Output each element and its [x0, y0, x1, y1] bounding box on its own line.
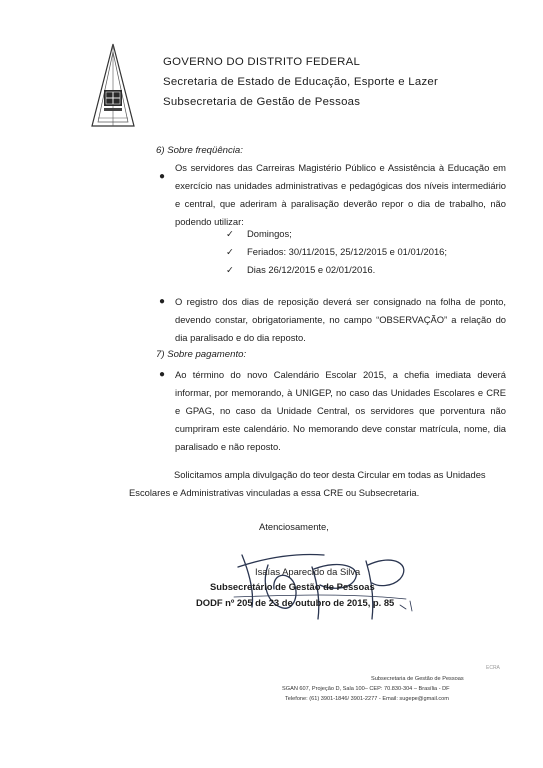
header-government: GOVERNO DO DISTRITO FEDERAL	[163, 56, 361, 68]
check-item-dias: Dias 26/12/2015 e 02/01/2016.	[247, 264, 376, 275]
check-mark-icon: ✓	[226, 246, 234, 257]
section-7-paragraph-1: Ao término do novo Calendário Escolar 2015, a chefia imediata deverá informar, por memorando, à UNIGEP, no caso das Unidades Escolares e CRE e GPAG, no caso da Unidade Central, os servidores que porventura não cumpriram este calendário. No memorando deve constar matrícula, nome, dia paralisado e não reposto.	[175, 369, 506, 452]
closing-request-line-1: Solicitamos ampla divulgação do teor desta Circular em todas as Unidades	[174, 469, 486, 480]
signatory-title: Subsecretário de Gestão de Pessoas	[210, 581, 375, 592]
header-subsecretariat: Subsecretaria de Gestão de Pessoas	[163, 96, 361, 108]
gdf-brasilia-emblem-icon	[88, 42, 138, 128]
check-mark-icon: ✓	[226, 228, 234, 239]
check-mark-icon: ✓	[226, 264, 234, 275]
closing-request-line-2: Escolares e Administrativas vinculadas a essa CRE ou Subsecretaria.	[129, 487, 420, 498]
section-6-heading: 6) Sobre freqüência:	[156, 145, 243, 156]
dodf-reference: DODF nº 205 de 23 de outubro de 2015, p. 85	[196, 597, 395, 608]
section-7-heading: 7) Sobre pagamento:	[156, 349, 247, 360]
footer-address: SGAN 607, Projeção D, Sala 100– CEP: 70.830-304 – Brasília - DF	[282, 686, 450, 692]
corner-mark: ECRA	[486, 665, 500, 671]
footer-contact: Telefone: (61) 3901-1846/ 3901-2277 - Email: sugepe@gmail.com	[285, 696, 449, 702]
check-item-feriados: Feriados: 30/11/2015, 25/12/2015 e 01/01/2016;	[247, 246, 447, 257]
section-6-paragraph-1: Os servidores das Carreiras Magistério Público e Assistência à Educação em exercício nas unidades administrativas e pedagógicas dos níveis intermediário e central, que aderiram à paralisação deverão repor o dia de trabalho, não podendo utilizar:	[175, 162, 506, 227]
section-6-paragraph-2: O registro dos dias de reposição deverá ser consignado na folha de ponto, devendo constar, obrigatoriamente, no campo “OBSERVAÇÃO” a relação do dia paralisado e do dia reposto.	[175, 296, 506, 343]
signatory-name: Isaías Aparecido da Silva	[255, 566, 361, 577]
salutation: Atenciosamente,	[259, 521, 329, 532]
footer-office: Subsecretaria de Gestão de Pessoas	[371, 676, 464, 682]
header-secretariat: Secretaria de Estado de Educação, Esporte e Lazer	[163, 76, 439, 88]
check-item-domingos: Domingos;	[247, 228, 292, 239]
